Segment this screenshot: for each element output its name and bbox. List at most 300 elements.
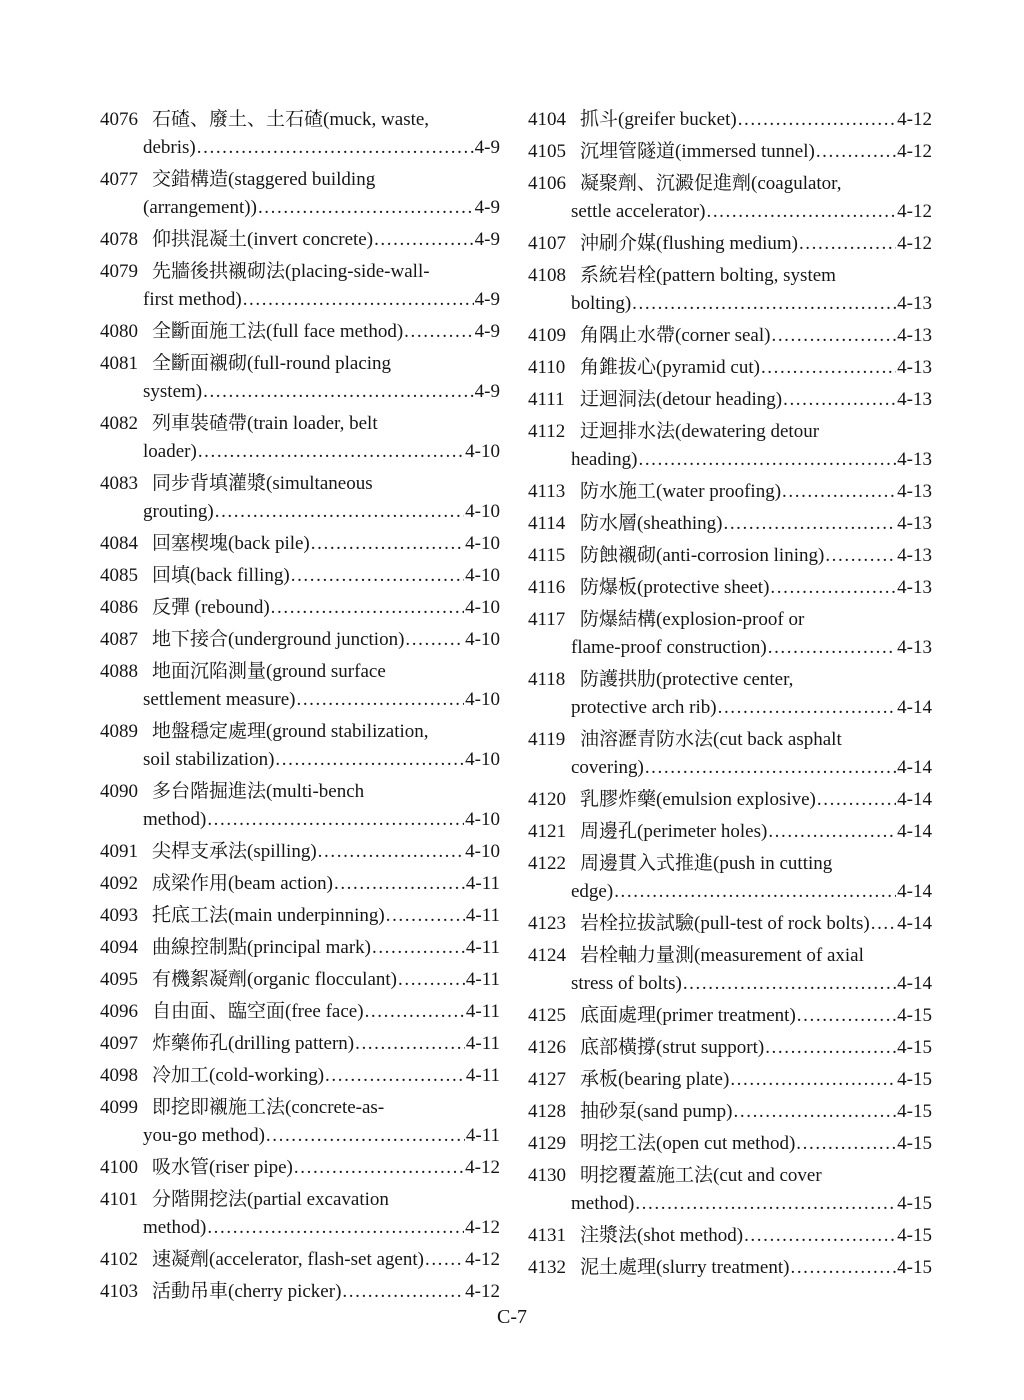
dot-leader [645, 754, 896, 782]
dot-leader [635, 1190, 896, 1218]
entry-line [580, 1222, 932, 1250]
entry-line [571, 634, 932, 662]
entry-line [571, 290, 932, 318]
index-entry [100, 718, 500, 774]
index-entry [100, 1246, 500, 1274]
dot-leader [258, 194, 474, 222]
entry-number: 4128 [528, 1101, 566, 1122]
entry-body [580, 574, 932, 602]
entry-term: first method) [143, 289, 242, 310]
entry-term: debris) [143, 137, 196, 158]
dot-leader [744, 1222, 896, 1250]
dot-leader [771, 322, 896, 350]
index-entry [100, 1278, 500, 1306]
dot-leader [632, 290, 896, 318]
entry-line [152, 1062, 500, 1090]
entry-number: 4084 [100, 533, 138, 554]
entry-body [580, 354, 932, 382]
entry-body [152, 838, 500, 866]
dot-leader [765, 1034, 896, 1062]
dot-leader [734, 1098, 897, 1126]
entry-number: 4092 [100, 873, 138, 894]
entry-page-ref: 4-9 [474, 381, 500, 402]
dot-leader [372, 934, 465, 962]
entry-page-ref: 4-14 [897, 913, 932, 934]
entry-page-ref: 4-9 [474, 137, 500, 158]
entry-line [143, 194, 500, 222]
index-entry [528, 542, 932, 570]
entry-page-ref: 4-14 [897, 697, 932, 718]
index-entry [100, 658, 500, 714]
index-entry [528, 818, 932, 846]
entry-line: 分階開挖法(partial excavation [152, 1189, 389, 1210]
entry-body [143, 658, 500, 714]
index-entry [100, 902, 500, 930]
entry-line [143, 806, 500, 834]
entry-number: 4100 [100, 1157, 138, 1178]
dot-leader [266, 1122, 465, 1150]
dot-leader [768, 634, 896, 662]
entry-number: 4114 [528, 513, 566, 534]
entry-page-ref: 4-12 [465, 1281, 500, 1302]
entry-number: 4126 [528, 1037, 566, 1058]
entry-term: 角隅止水帶(corner seal) [580, 325, 771, 346]
entry-number: 4121 [528, 821, 566, 842]
entry-number: 4107 [528, 233, 566, 254]
index-entry [528, 726, 932, 782]
entry-term: 明挖工法(open cut method) [580, 1133, 796, 1154]
entry-body [580, 910, 932, 938]
entry-page-ref: 4-13 [897, 481, 932, 502]
entry-body [152, 1030, 500, 1058]
entry-body [580, 478, 932, 506]
entry-term: heading) [571, 449, 638, 470]
entry-number: 4130 [528, 1165, 566, 1186]
entry-term: 底面處理(primer treatment) [580, 1005, 796, 1026]
entry-number: 4129 [528, 1133, 566, 1154]
entry-page-ref: 4-11 [465, 1001, 500, 1022]
entry-line [580, 1130, 932, 1158]
entry-line [580, 138, 932, 166]
index-entry [100, 350, 500, 406]
entry-term: 曲線控制點(principal mark) [152, 937, 371, 958]
entry-page-ref: 4-14 [897, 821, 932, 842]
dot-leader [325, 1062, 465, 1090]
entry-page-ref: 4-10 [465, 841, 500, 862]
entry-line: 多台階掘進法(multi-bench [152, 781, 365, 802]
entry-page-ref: 4-9 [474, 197, 500, 218]
entry-term: settlement measure) [143, 689, 296, 710]
dot-leader [398, 966, 465, 994]
dot-leader [275, 746, 464, 774]
entry-page-ref: 4-12 [465, 1249, 500, 1270]
entry-number: 4077 [100, 169, 138, 190]
entry-line [571, 754, 932, 782]
entry-page-ref: 4-11 [465, 937, 500, 958]
index-entry [528, 666, 932, 722]
entry-line: 油溶瀝青防水法(cut back asphalt [580, 729, 842, 750]
entry-line [152, 1246, 500, 1274]
entry-line [580, 1002, 932, 1030]
entry-term: 速凝劑(accelerator, flash-set agent) [152, 1249, 424, 1270]
entry-body [580, 1254, 932, 1282]
entry-page-ref: 4-9 [474, 289, 500, 310]
entry-number: 4090 [100, 781, 138, 802]
entry-number: 4115 [528, 545, 566, 566]
entry-body [152, 966, 500, 994]
dot-leader [683, 970, 896, 998]
dot-leader [730, 1066, 896, 1094]
dot-leader [374, 226, 474, 254]
dot-leader [796, 1130, 896, 1158]
entry-body [580, 230, 932, 258]
entry-line [152, 226, 500, 254]
entry-term: 托底工法(main underpinning) [152, 905, 385, 926]
index-entry [528, 1066, 932, 1094]
entry-page-ref: 4-14 [897, 973, 932, 994]
entry-page-ref: 4-13 [897, 545, 932, 566]
page-number: C-7 [497, 1306, 527, 1328]
entry-term: grouting) [143, 501, 214, 522]
entry-number: 4097 [100, 1033, 138, 1054]
entry-line [143, 746, 500, 774]
entry-body [571, 262, 932, 318]
index-entry [528, 574, 932, 602]
entry-line: 地面沉陷測量(ground surface [152, 661, 386, 682]
entry-number: 4094 [100, 937, 138, 958]
entry-body [571, 418, 932, 474]
entry-line [580, 910, 932, 938]
entry-number: 4087 [100, 629, 138, 650]
entry-page-ref: 4-10 [465, 629, 500, 650]
index-entry [100, 106, 500, 162]
dot-leader [365, 998, 465, 1026]
dot-leader [386, 902, 465, 930]
entry-page-ref: 4-15 [897, 1005, 932, 1026]
entry-term: flame-proof construction) [571, 637, 767, 658]
index-entry [528, 262, 932, 318]
index-entry [100, 226, 500, 254]
entry-page-ref: 4-15 [897, 1037, 932, 1058]
entry-line [580, 818, 932, 846]
entry-body [580, 1034, 932, 1062]
entry-term: soil stabilization) [143, 749, 275, 770]
entry-body [580, 510, 932, 538]
dot-leader [334, 870, 465, 898]
entry-body [152, 626, 500, 654]
entry-line [580, 574, 932, 602]
entry-line: 迂迴排水法(dewatering detour [580, 421, 820, 442]
entry-number: 4131 [528, 1225, 566, 1246]
entry-number: 4127 [528, 1069, 566, 1090]
entry-body [571, 942, 932, 998]
index-column-left [100, 106, 500, 1310]
entry-line: 石碴、廢土、土石碴(muck, waste, [152, 109, 430, 130]
entry-line [152, 838, 500, 866]
entry-line: 即挖即襯施工法(concrete-as- [152, 1097, 385, 1118]
index-entry [100, 410, 500, 466]
entry-number: 4123 [528, 913, 566, 934]
index-entry [528, 170, 932, 226]
entry-term: 有機絮凝劑(organic flocculant) [152, 969, 397, 990]
entry-page-ref: 4-12 [897, 201, 932, 222]
entry-number: 4124 [528, 945, 566, 966]
entry-number: 4120 [528, 789, 566, 810]
entry-number: 4082 [100, 413, 138, 434]
index-entry [528, 786, 932, 814]
entry-line [152, 998, 500, 1026]
entry-line [143, 134, 500, 162]
entry-line [580, 230, 932, 258]
dot-leader [404, 318, 474, 346]
entry-number: 4089 [100, 721, 138, 742]
entry-number: 4106 [528, 173, 566, 194]
index-entry [100, 934, 500, 962]
entry-line [152, 562, 500, 590]
entry-line [152, 626, 500, 654]
entry-line: 系統岩栓(pattern bolting, system [580, 265, 836, 286]
entry-line [143, 686, 500, 714]
entry-term: settle accelerator) [571, 201, 706, 222]
entry-line [152, 1278, 500, 1306]
index-entry [528, 1002, 932, 1030]
entry-page-ref: 4-14 [897, 881, 932, 902]
entry-line [580, 106, 932, 134]
entry-page-ref: 4-10 [465, 689, 500, 710]
entry-body [571, 170, 932, 226]
index-entry [100, 838, 500, 866]
entry-term: stress of bolts) [571, 973, 682, 994]
entry-line [152, 934, 500, 962]
entry-line [580, 510, 932, 538]
entry-line [580, 1066, 932, 1094]
entry-line [143, 438, 500, 466]
entry-term: 仰拱混凝土(invert concrete) [152, 229, 374, 250]
dot-leader [768, 818, 896, 846]
dot-leader [738, 106, 896, 134]
dot-leader [770, 574, 896, 602]
index-entry [100, 966, 500, 994]
index-entry [528, 1034, 932, 1062]
entry-term: 岩栓拉拔試驗(pull-test of rock bolts) [580, 913, 870, 934]
entry-term: you-go method) [143, 1125, 265, 1146]
index-entry [100, 1094, 500, 1150]
dot-leader [296, 686, 464, 714]
entry-term: 回塞楔塊(back pile) [152, 533, 310, 554]
entry-body [143, 718, 500, 774]
entry-page-ref: 4-12 [465, 1217, 500, 1238]
dot-leader [782, 478, 896, 506]
entry-term: 底部橫撐(strut support) [580, 1037, 765, 1058]
entry-body [143, 1094, 500, 1150]
entry-term: edge) [571, 881, 614, 902]
entry-line [152, 1030, 500, 1058]
dot-leader [790, 1254, 896, 1282]
entry-page-ref: 4-10 [465, 501, 500, 522]
entry-page-ref: 4-12 [897, 109, 932, 130]
entry-line [143, 498, 500, 526]
entry-body [580, 1130, 932, 1158]
index-entry [528, 1130, 932, 1158]
entry-number: 4116 [528, 577, 566, 598]
entry-number: 4132 [528, 1257, 566, 1278]
entry-page-ref: 4-10 [465, 809, 500, 830]
entry-number: 4119 [528, 729, 566, 750]
entry-body [580, 818, 932, 846]
dot-leader [799, 230, 896, 258]
dot-leader [294, 1154, 464, 1182]
entry-number: 4117 [528, 609, 566, 630]
entry-line [143, 286, 500, 314]
entry-term: 防蝕襯砌(anti-corrosion lining) [580, 545, 825, 566]
entry-line [571, 970, 932, 998]
dot-leader [817, 786, 896, 814]
index-entry [528, 106, 932, 134]
dot-leader [198, 438, 464, 466]
entry-line: 岩栓軸力量測(measurement of axial [580, 945, 864, 966]
index-entry [100, 870, 500, 898]
dot-leader [203, 378, 474, 406]
entry-body [580, 386, 932, 414]
entry-number: 4105 [528, 141, 566, 162]
dot-leader [311, 530, 464, 558]
entry-term: method) [143, 809, 207, 830]
entry-line [152, 902, 500, 930]
entry-page-ref: 4-15 [897, 1069, 932, 1090]
index-entry [100, 530, 500, 558]
entry-term: protective arch rib) [571, 697, 717, 718]
entry-number: 4081 [100, 353, 138, 374]
entry-page-ref: 4-13 [897, 293, 932, 314]
entry-page-ref: 4-15 [897, 1225, 932, 1246]
entry-body [152, 870, 500, 898]
entry-body [580, 786, 932, 814]
entry-body [152, 1154, 500, 1182]
index-entry [528, 606, 932, 662]
entry-term: 活動吊車(cherry picker) [152, 1281, 342, 1302]
index-entry [528, 478, 932, 506]
index-entry [100, 258, 500, 314]
entry-line [580, 1098, 932, 1126]
entry-body [571, 666, 932, 722]
dot-leader [718, 694, 897, 722]
dot-leader [318, 838, 465, 866]
entry-body [143, 1186, 500, 1242]
entry-page-ref: 4-15 [897, 1133, 932, 1154]
entry-term: 回填(back filling) [152, 565, 290, 586]
dot-leader [825, 542, 896, 570]
index-columns [100, 106, 932, 1310]
entry-line [571, 1190, 932, 1218]
entry-page-ref: 4-13 [897, 357, 932, 378]
index-entry [528, 850, 932, 906]
entry-number: 4111 [528, 389, 565, 410]
index-entry [528, 1162, 932, 1218]
entry-page-ref: 4-9 [474, 229, 500, 250]
entry-line [580, 1034, 932, 1062]
index-entry [100, 594, 500, 622]
entry-body [152, 318, 500, 346]
entry-line: 地盤穩定處理(ground stabilization, [152, 721, 429, 742]
entry-line: 先牆後拱襯砌法(placing-side-wall- [152, 261, 430, 282]
entry-number: 4103 [100, 1281, 138, 1302]
entry-number: 4112 [528, 421, 566, 442]
entry-body [571, 850, 932, 906]
entry-page-ref: 4-10 [465, 597, 500, 618]
index-entry [528, 510, 932, 538]
entry-page-ref: 4-10 [465, 565, 500, 586]
index-entry [100, 778, 500, 834]
entry-line [152, 870, 500, 898]
entry-number: 4102 [100, 1249, 138, 1270]
entry-term: 炸藥佈孔(drilling pattern) [152, 1033, 355, 1054]
dot-leader [614, 878, 896, 906]
entry-term: 冷加工(cold-working) [152, 1065, 325, 1086]
entry-body [152, 1278, 500, 1306]
entry-line [571, 878, 932, 906]
entry-term: 周邊孔(perimeter holes) [580, 821, 768, 842]
index-entry [100, 1186, 500, 1242]
entry-line: 同步背填灌漿(simultaneous [152, 473, 373, 494]
entry-number: 4118 [528, 669, 566, 690]
entry-line: 防爆結構(explosion-proof or [580, 609, 805, 630]
entry-page-ref: 4-9 [474, 321, 500, 342]
entry-term: (arrangement)) [143, 197, 257, 218]
entry-term: 泥土處理(slurry treatment) [580, 1257, 790, 1278]
dot-leader [638, 446, 896, 474]
entry-number: 4109 [528, 325, 566, 346]
entry-body [152, 934, 500, 962]
entry-page-ref: 4-10 [465, 533, 500, 554]
entry-page-ref: 4-11 [465, 969, 500, 990]
entry-line: 凝聚劑、沉澱促進劑(coagulator, [580, 173, 842, 194]
dot-leader [405, 626, 464, 654]
entry-body [580, 106, 932, 134]
dot-leader [355, 1030, 465, 1058]
index-entry [528, 354, 932, 382]
index-entry [100, 998, 500, 1026]
entry-page-ref: 4-15 [897, 1101, 932, 1122]
entry-number: 4110 [528, 357, 566, 378]
entry-page-ref: 4-12 [897, 233, 932, 254]
entry-line [580, 542, 932, 570]
entry-number: 4093 [100, 905, 138, 926]
entry-body [152, 1062, 500, 1090]
dot-leader [425, 1246, 464, 1274]
entry-number: 4104 [528, 109, 566, 130]
dot-leader [207, 1214, 464, 1242]
entry-term: 迂迴洞法(detour heading) [580, 389, 783, 410]
dot-leader [816, 138, 896, 166]
entry-term: 注漿法(shot method) [580, 1225, 744, 1246]
entry-line [152, 966, 500, 994]
entry-line [152, 318, 500, 346]
entry-page-ref: 4-13 [897, 389, 932, 410]
entry-page-ref: 4-13 [897, 577, 932, 598]
entry-body [580, 1002, 932, 1030]
index-entry [528, 1254, 932, 1282]
entry-body [580, 322, 932, 350]
dot-leader [197, 134, 474, 162]
entry-line [580, 478, 932, 506]
entry-term: 反彈 (rebound) [152, 597, 270, 618]
entry-body [580, 1098, 932, 1126]
entry-page-ref: 4-13 [897, 513, 932, 534]
index-entry [528, 230, 932, 258]
entry-number: 4099 [100, 1097, 138, 1118]
entry-body [580, 542, 932, 570]
entry-body [143, 778, 500, 834]
